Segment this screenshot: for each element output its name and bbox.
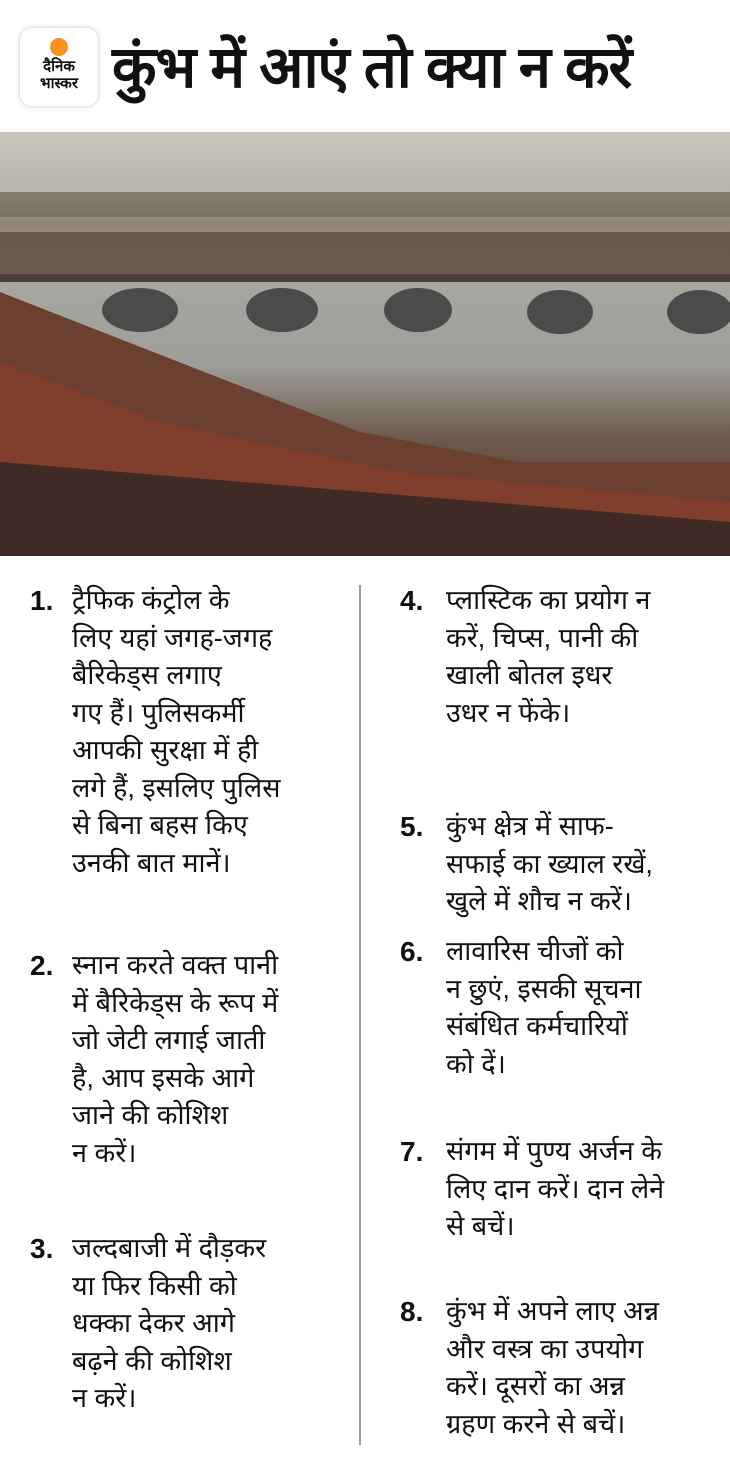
item-text-line: करें, चिप्स, पानी की (446, 622, 639, 653)
item-text-line: न छुएं, इसकी सूचना (446, 973, 642, 1004)
item-text-line: से बचें। (446, 1211, 515, 1241)
item-number: 1. (30, 585, 54, 616)
dainik-bhaskar-logo (20, 28, 98, 106)
item-text-line: लगे हैं, इसलिए पुलिस (72, 772, 281, 803)
item-text-line: आपकी सुरक्षा में ही (72, 735, 259, 765)
item-number: 4. (400, 585, 424, 616)
item-text-line: सफाई का ख्याल रखें, (446, 848, 653, 879)
item-text-line: से बिना बहस किए (72, 810, 248, 840)
item-text-line: या फिर किसी को (72, 1270, 237, 1301)
item-text-line: जल्दबाजी में दौड़कर (72, 1233, 267, 1263)
item-number: 2. (30, 950, 54, 981)
item-text-line: लावारिस चीजों को (446, 936, 624, 966)
logo-line-2: भास्कर (40, 75, 78, 92)
kumbh-crowd-photo (0, 132, 730, 556)
item-text-line: को दें। (446, 1048, 506, 1079)
sun-icon (50, 38, 68, 56)
item-text-line: करें। दूसरों का अन्न (446, 1371, 625, 1401)
item-text-line: कुंभ में अपने लाए अन्न (446, 1296, 660, 1326)
item-number: 6. (400, 936, 424, 967)
item-number: 8. (400, 1296, 424, 1327)
column-divider (359, 585, 361, 1445)
item-text-line: संगम में पुण्य अर्जन के (446, 1136, 662, 1166)
item-text-line: संबंधित कर्मचारियों (446, 1011, 628, 1041)
item-text-line: और वस्त्र का उपयोग (446, 1333, 644, 1364)
item-text-line: लिए दान करें। दान लेने (446, 1173, 665, 1204)
item-text-line: उनकी बात मानें। (72, 847, 231, 878)
item-text-line: जाने की कोशिश (72, 1100, 229, 1130)
item-number: 5. (400, 811, 424, 842)
item-text-line: जो जेटी लगाई जाती (72, 1025, 266, 1055)
item-text-line: ग्रहण करने से बचें। (446, 1408, 626, 1439)
item-text-line: बढ़ने की कोशिश (72, 1345, 232, 1376)
item-text-line: गए हैं। पुलिसकर्मी (72, 697, 245, 728)
page-title: कुंभ में आएं तो क्या न करें (112, 35, 632, 100)
item-text-line: कुंभ क्षेत्र में साफ- (446, 811, 614, 841)
item-text-line: स्नान करते वक्त पानी (72, 950, 279, 980)
item-text-line: धक्का देकर आगे (72, 1308, 235, 1338)
item-text-line: प्लास्टिक का प्रयोग न (446, 585, 651, 615)
item-text-line: न करें। (72, 1137, 137, 1168)
item-text-line: खाली बोतल इधर (446, 660, 613, 690)
item-text-line: बैरिकेड्स लगाए (72, 660, 222, 690)
item-text-line: खुले में शौच न करें। (446, 886, 633, 916)
item-text-line: है, आप इसके आगे (72, 1062, 255, 1093)
item-text-line: लिए यहां जगह-जगह (72, 622, 273, 653)
item-number: 3. (30, 1233, 54, 1264)
item-text-line: न करें। (72, 1383, 137, 1413)
item-text-line: में बैरिकेड्स के रूप में (72, 987, 279, 1018)
item-text-line: उधर न फेंके। (446, 697, 571, 728)
logo-line-1: दैनिक (43, 58, 75, 75)
item-text-line: ट्रैफिक कंट्रोल के (72, 585, 230, 615)
item-number: 7. (400, 1136, 424, 1167)
